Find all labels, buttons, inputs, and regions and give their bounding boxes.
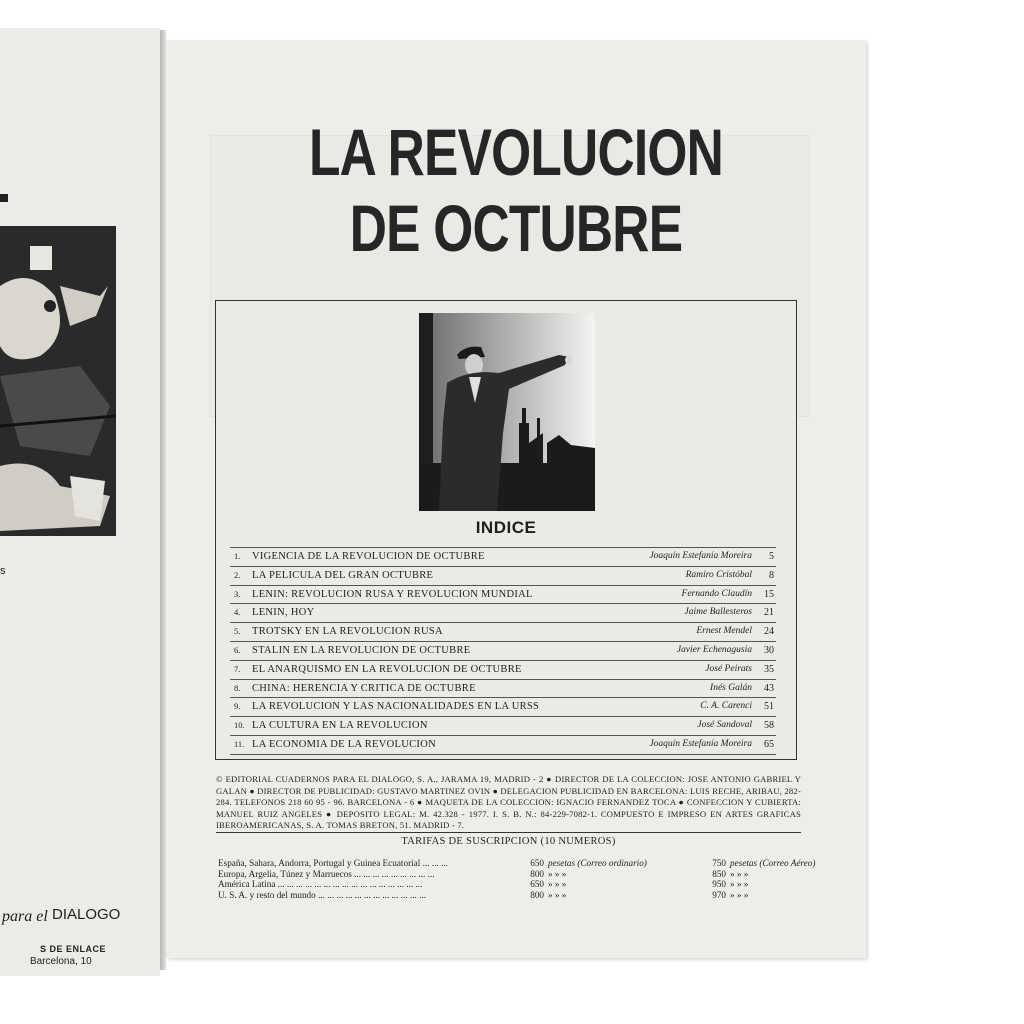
tarifa-row [218,890,808,901]
index-num: 4. [234,607,241,618]
tarifa-price-air: 950 [712,879,726,890]
tarifa-row [218,879,808,890]
index-author: Inés Galán [710,682,752,693]
index-author: Fernando Claudín [681,588,752,599]
index-row [230,642,776,661]
index-num: 10. [234,720,245,731]
index-title: LA CULTURA EN LA REVOLUCION [252,720,428,732]
lenin-photo [419,313,595,511]
left-page [0,28,160,976]
tarifa-price-air: 850 [712,868,726,879]
index-row [230,661,776,680]
tarifa-cond-ordinary: » » » [548,889,567,900]
tarifa-price-air: 750 [712,858,726,868]
index-num: 11. [234,738,245,749]
tarifa-price-ordinary: 800 [530,868,544,879]
index-page: 5 [769,551,774,562]
tarifa-row [218,869,808,880]
publisher-city: Barcelona, 10 [30,956,92,967]
tarifa-region: Europa, Argelia, Túnez y Marruecos ... ... ... ... ... ... ... ... ... [218,868,435,879]
tarifa-region: España, Sahara, Andorra, Portugal y Guinea Ecuatorial ... ... ... [218,858,448,868]
tarifa-cond-air: pesetas (Correo Aéreo) [730,858,816,868]
index-row [230,547,776,567]
index-num: 8. [234,682,241,693]
tarifa-row [218,858,816,869]
index-page: 58 [764,720,774,732]
index-author: Ernest Mendel [696,626,752,637]
index-row [230,736,776,755]
index-author: Joaquín Estefanía Moreira [649,551,752,561]
guernica-artwork [0,226,116,536]
tarifa-cond-air: » » » [730,868,749,879]
index-num: 5. [234,626,241,637]
index-page: 65 [764,738,774,750]
index-author: Jaime Ballesteros [684,607,752,618]
index-page: 35 [764,663,774,675]
page-title-line2: DE OCTUBRE [349,191,683,265]
index-row [230,586,776,605]
colophon-text: © EDITORIAL CUADERNOS PARA EL DIALOGO, S. A., JARAMA 19, MADRID - 2 ● DIRECTOR DE LA COLECCION: JOSE ANTONIO GABRIEL Y GALAN ● DIRECTOR DE PUBLICIDAD: GUSTAVO MARTINEZ OVIN ● DELEGACION PUBLICIDAD EN BARCELONA: LUIS RECHE, ARIBAU, 282-284. TELEFONOS 218 60 95 - 96. BARCELONA - 6 ● MAQUETA DE LA COLECCION: IGNACIO FERNANDEZ TOCA ● CONFECCION Y CUBIERTA: MANUEL RUIZ ANGELES ● DEPOSITO LEGAL: M. 42.328 - 1977. I. S. B. N.: 84-229-7082-1. COMPUESTO E IMPRESO EN ARTES GRAFICAS IBEROAMERICANAS, S. A. TOMAS BRETON, 51. MADRID - 7. [216,774,801,830]
left-dot [0,194,8,202]
publisher-script: para el [2,908,48,925]
index-list [230,547,776,755]
index-author: José Sandoval [697,720,752,731]
index-author: C. A. Carenci [700,701,752,712]
index-title: VIGENCIA DE LA REVOLUCION DE OCTUBRE [252,551,485,562]
index-title: LA REVOLUCION Y LAS NACIONALIDADES EN LA URSS [252,701,540,713]
index-row [230,698,776,717]
index-heading: INDICE [475,518,537,537]
index-author: Javier Echenagusia [676,644,752,655]
index-page: 43 [764,682,774,694]
index-row [230,623,776,642]
tarifa-price-air: 970 [712,889,726,900]
index-title: CHINA: HERENCIA Y CRITICA DE OCTUBRE [252,682,476,694]
index-num: 6. [234,644,241,655]
index-page: 15 [764,588,774,600]
tarifa-price-ordinary: 800 [530,889,544,900]
tarifa-cond-air: » » » [730,879,749,890]
index-num: 7. [234,663,241,674]
index-title: LA PELICULA DEL GRAN OCTUBRE [252,569,434,581]
index-page: 30 [764,644,774,656]
index-author: Joaquín Estefanía Moreira [649,738,752,749]
index-author: Ramiro Cristóbal [685,569,752,580]
divider [216,832,801,833]
index-page: 21 [764,607,774,619]
publisher-sub: S DE ENLACE [40,944,107,954]
index-row [230,567,776,586]
left-publisher-logo [0,906,158,928]
tarifa-region: América Latina ... ... ... ... ... ... ... ... ... ... ... ... ... ... ... ... [218,879,423,890]
index-page: 51 [764,701,774,713]
index-row [230,717,776,736]
tarifa-region: U. S. A. y resto del mundo ... ... ... ... ... ... ... ... ... ... ... ... [218,889,426,900]
index-title: LENIN, HOY [252,607,315,619]
tarifa-price-ordinary: 650 [530,858,544,868]
right-page [166,40,866,958]
index-title: STALIN EN LA REVOLUCION DE OCTUBRE [252,644,471,656]
tarifas-table [218,858,816,900]
publisher-word: DIALOGO [52,906,121,923]
tarifa-cond-air: » » » [730,889,749,900]
index-title: LA ECONOMIA DE LA REVOLUCION [252,738,436,750]
page-title-line1: LA REVOLUCION [308,115,724,189]
index-title: LENIN: REVOLUCION RUSA Y REVOLUCION MUNDIAL [252,588,533,600]
tarifa-cond-ordinary: » » » [548,879,567,890]
index-page: 24 [764,626,774,638]
index-page: 8 [769,569,774,581]
index-title: EL ANARQUISMO EN LA REVOLUCION DE OCTUBRE [252,663,522,675]
index-num: 1. [234,551,241,561]
index-author: José Peirats [705,663,752,674]
tarifa-cond-ordinary: » » » [548,868,567,879]
tarifa-price-ordinary: 650 [530,879,544,890]
index-box [215,300,797,760]
tarifas-heading: TARIFAS DE SUSCRIPCION (10 NUMEROS) [401,836,616,847]
left-partial-letter: s [0,565,6,577]
index-row [230,604,776,623]
index-num: 2. [234,569,241,580]
index-num: 3. [234,588,241,599]
tarifa-cond-ordinary: pesetas (Correo ordinario) [548,858,647,868]
index-row [230,680,776,699]
index-num: 9. [234,701,241,712]
index-title: TROTSKY EN LA REVOLUCION RUSA [252,626,443,638]
